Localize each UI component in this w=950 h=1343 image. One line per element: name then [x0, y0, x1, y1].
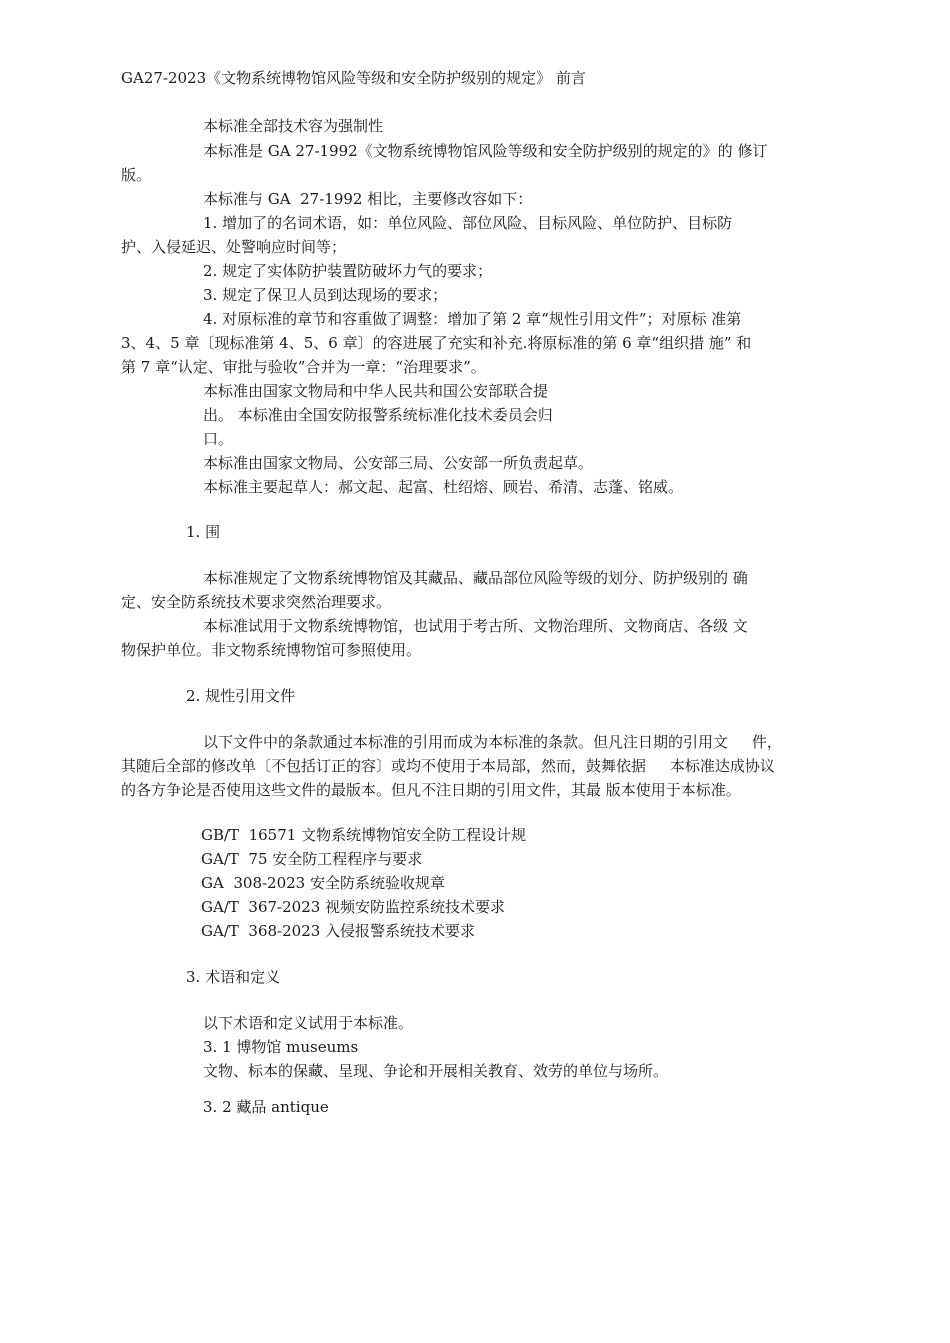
- section-paragraph: 的各方争论是否使用这些文件的最版本。但凡不注日期的引用文件，其最 版本使用于本标准。: [121, 781, 741, 799]
- section-paragraph: 其随后全部的修改单〔不包括订正的容〕或均不使用于本局部，然而，鼓舞依据 本标准达成协议: [121, 757, 775, 775]
- section-heading: 3. 术语和定义: [186, 968, 281, 986]
- preface-list-item: 3、4、5 章〔现标准第 4、5、6 章〕的容进展了充实和补充.将原标准的第 6 章“组织措 施” 和: [121, 334, 752, 352]
- document-title: GA27-2023《文物系统博物馆风险等级和安全防护级别的规定》 前言: [121, 69, 586, 87]
- preface-list-item: 3. 规定了保卫人员到达现场的要求；: [203, 286, 448, 304]
- term-heading: 3. 2 藏品 antique: [203, 1098, 329, 1116]
- preface-paragraph: 出。 本标准由全国安防报警系统标准化技术委员会归: [203, 406, 553, 424]
- preface-paragraph: 本标准由国家文物局和中华人民共和国公安部联合提: [203, 382, 549, 400]
- term-definition: 文物、标本的保藏、呈现、争论和开展相关教育、效劳的单位与场所。: [203, 1062, 669, 1080]
- reference-item: GA 308-2023 安全防系统验收规章: [201, 874, 445, 892]
- preface-paragraph: 本标准是 GA 27-1992《文物系统博物馆风险等级和安全防护级别的规定的》的 修订: [203, 142, 768, 160]
- preface-paragraph: 版。: [121, 166, 152, 184]
- preface-list-item: 2. 规定了实体防护装置防破坏力气的要求；: [203, 262, 493, 280]
- preface-paragraph: 本标准全部技术容为强制性: [203, 117, 384, 135]
- preface-paragraph: 本标准由国家文物局、公安部三局、公安部一所负责起草。: [203, 454, 594, 472]
- preface-paragraph: 本标准主要起草人：郝文起、起富、杜绍熔、顾岩、希清、志蓬、铭威。: [203, 478, 684, 496]
- preface-list-item: 4. 对原标准的章节和容重做了调整：增加了第 2 章“规性引用文件”；对原标 准第: [203, 310, 742, 328]
- section-paragraph: 以下文件中的条款通过本标准的引用而成为本标准的条款。但凡注日期的引用文 件，: [203, 733, 782, 751]
- preface-list-item: 1. 增加了的名词术语，如：单位风险、部位风险、目标风险、单位防护、目标防: [203, 214, 733, 232]
- reference-item: GB/T 16571 文物系统博物馆安全防工程设计规: [201, 826, 527, 844]
- preface-list-item: 第 7 章“认定、审批与验收”合并为一章：“治理要求”。: [121, 358, 486, 376]
- section-paragraph: 以下术语和定义试用于本标准。: [203, 1014, 414, 1032]
- section-paragraph: 本标准试用于文物系统博物馆，也试用于考古所、文物治理所、文物商店、各级 文: [203, 617, 748, 635]
- section-heading: 2. 规性引用文件: [186, 687, 296, 705]
- reference-item: GA/T 367-2023 视频安防监控系统技术要求: [201, 898, 506, 916]
- section-paragraph: 物保护单位。非文物系统博物馆可参照使用。: [121, 641, 422, 659]
- preface-paragraph: 口。: [203, 430, 234, 448]
- section-heading: 1. 围: [186, 523, 221, 541]
- term-heading: 3. 1 博物馆 museums: [203, 1038, 359, 1056]
- preface-list-item: 护、入侵延迟、处警响应时间等；: [121, 238, 347, 256]
- reference-item: GA/T 75 安全防工程程序与要求: [201, 850, 423, 868]
- preface-paragraph: 本标准与 GA 27-1992 相比，主要修改容如下：: [203, 190, 533, 208]
- section-paragraph: 定、安全防系统技术要求突然治理要求。: [121, 593, 392, 611]
- section-paragraph: 本标准规定了文物系统博物馆及其藏品、藏品部位风险等级的划分、防护级别的 确: [203, 569, 748, 587]
- reference-item: GA/T 368-2023 入侵报警系统技术要求: [201, 922, 476, 940]
